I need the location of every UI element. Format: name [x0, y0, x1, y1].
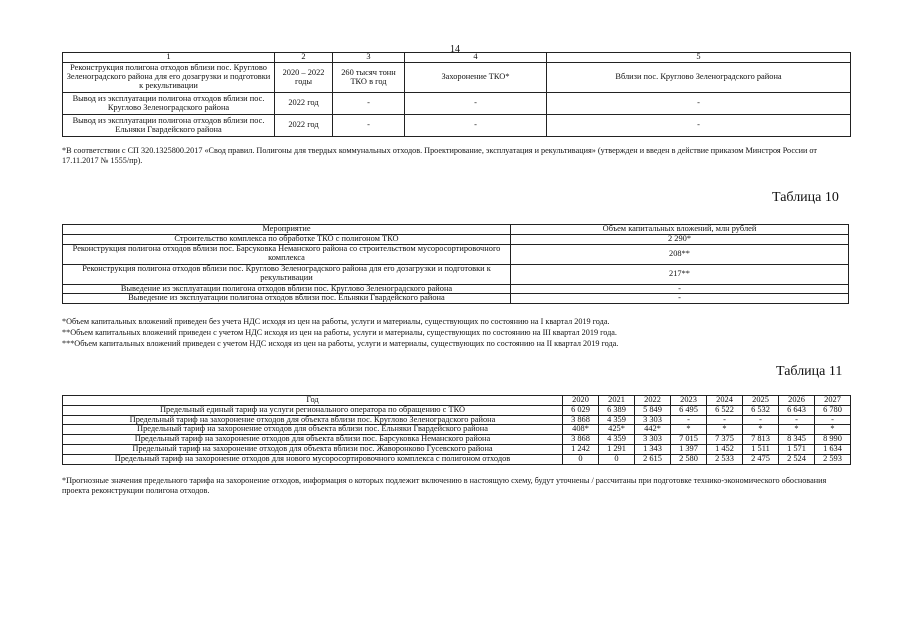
table-cell: *	[707, 425, 743, 435]
table-header-cell: 2023	[671, 396, 707, 406]
table-header-cell: 3	[333, 53, 405, 63]
table-cell: Вывод из эксплуатации полигона отходов вблизи пос. Круглово Зеленоградского района	[63, 93, 275, 115]
table-cell: *	[815, 425, 851, 435]
table-cell: -	[707, 415, 743, 425]
table-cell: -	[405, 115, 547, 137]
table-cell: Реконструкция полигона отходов вблизи пос. Барсуковка Неманского района со строительством мусоросортировочного комплекса	[63, 244, 511, 264]
table-cell: 1 511	[743, 445, 779, 455]
table-header-cell: 2027	[815, 396, 851, 406]
table-cell: 1 571	[779, 445, 815, 455]
table-header-cell: 2020	[563, 396, 599, 406]
table-header-cell: 4	[405, 53, 547, 63]
table-cell: 0	[599, 454, 635, 464]
table-cell: 408*	[563, 425, 599, 435]
table-cell: 6 029	[563, 405, 599, 415]
table-header-cell: 1	[63, 53, 275, 63]
table-cell: -	[333, 93, 405, 115]
table-cell: 2 475	[743, 454, 779, 464]
table-cell: 217**	[511, 264, 849, 284]
table-1	[62, 52, 851, 137]
table-cell: Вблизи пос. Круглово Зеленоградского района	[547, 63, 851, 93]
table-cell: Выведение из эксплуатации полигона отходов вблизи пос. Ельняки Гвардейского района	[63, 294, 511, 304]
table-10-caption: Таблица 10	[772, 190, 839, 205]
table-cell: 1 634	[815, 445, 851, 455]
table-header-cell: 2	[275, 53, 333, 63]
table-cell: 2 533	[707, 454, 743, 464]
table-row	[63, 415, 851, 425]
table-cell: 208**	[511, 244, 849, 264]
table-cell: Реконструкция полигона отходов вблизи пос. Круглово Зеленоградского района для его дозагрузки и подготовки к рекультивации	[63, 264, 511, 284]
table-cell: Предельный тариф на захоронение отходов для объекта вблизи пос. Жаворонково Гусевского района	[63, 445, 563, 455]
table-cell: 3 303	[635, 435, 671, 445]
table-header-cell: Объем капитальных вложений, млн рублей	[511, 225, 849, 235]
table-cell: Предельный тариф на захоронение отходов для объекта вблизи пос. Барсуковка Неманского района	[63, 435, 563, 445]
table-header-row	[63, 53, 851, 63]
table-cell: -	[511, 284, 849, 294]
table-11	[62, 395, 851, 465]
table-cell: 4 359	[599, 435, 635, 445]
table-cell: Реконструкция полигона отходов вблизи пос. Круглово Зеленоградского района для его дозагрузки и подготовки к рекультивации	[63, 63, 275, 93]
table-cell: *	[779, 425, 815, 435]
table-cell: 1 242	[563, 445, 599, 455]
table-11-caption: Таблица 11	[776, 364, 843, 379]
table-cell: Предельный тариф на захоронение отходов для объекта вблизи пос. Круглово Зеленоградского района	[63, 415, 563, 425]
table-header-cell: 2024	[707, 396, 743, 406]
table-cell: Вывод из эксплуатации полигона отходов вблизи пос. Ельняки Гвардейского района	[63, 115, 275, 137]
table-header-cell: 2021	[599, 396, 635, 406]
table-cell: Предельный тариф на захоронение отходов для нового мусоросортировочного комплекса с полигоном отходов	[63, 454, 563, 464]
table-cell: 2022 год	[275, 93, 333, 115]
table-cell: 6 389	[599, 405, 635, 415]
table-row	[63, 445, 851, 455]
table-10	[62, 224, 849, 304]
table-cell: 1 343	[635, 445, 671, 455]
table-cell: -	[547, 115, 851, 137]
table-cell: *	[743, 425, 779, 435]
page-number: 14	[450, 44, 460, 55]
table-row	[63, 115, 851, 137]
table-cell: 2 615	[635, 454, 671, 464]
table-cell: Предельный тариф на захоронение отходов для объекта вблизи пос. Ельняки Гвардейского района	[63, 425, 563, 435]
footnote: *Объем капитальных вложений приведен без учета НДС исходя из цен на работы, услуги и материалы, существующих по состоянию на I квартал 2019 года.	[62, 317, 610, 326]
table-cell: -	[815, 415, 851, 425]
table-cell: 4 359	[599, 415, 635, 425]
table-cell: 6 522	[707, 405, 743, 415]
table-cell: 6 780	[815, 405, 851, 415]
table-cell: -	[743, 415, 779, 425]
table-cell: 2022 год	[275, 115, 333, 137]
table-header-cell: 5	[547, 53, 851, 63]
table-header-row	[63, 225, 849, 235]
table-cell: 7 813	[743, 435, 779, 445]
table-cell: 3 303	[635, 415, 671, 425]
table-row	[63, 234, 849, 244]
table-cell: 1 291	[599, 445, 635, 455]
table-cell: 2 593	[815, 454, 851, 464]
table-cell: *	[671, 425, 707, 435]
table-row	[63, 264, 849, 284]
table-cell: 8 345	[779, 435, 815, 445]
table-cell: 6 495	[671, 405, 707, 415]
table-header-row	[63, 396, 851, 406]
table-cell: Предельный единый тариф на услуги регионального оператора по обращению с ТКО	[63, 405, 563, 415]
table-row	[63, 454, 851, 464]
footnote: **Объем капитальных вложений приведен с учетом НДС исходя из цен на работы, услуги и материалы, существующих по состоянию на III квартал 2019 года.	[62, 328, 617, 338]
footnote: ***Объем капитальных вложений приведен с учетом НДС исходя из цен на работы, услуги и материалы, существующих по состоянию на II квартал 2019 года.	[62, 339, 619, 349]
table-cell: 3 868	[563, 435, 599, 445]
table-cell: -	[547, 93, 851, 115]
table-row	[63, 63, 851, 93]
table-cell: 6 532	[743, 405, 779, 415]
table-cell: 3 868	[563, 415, 599, 425]
table-cell: 7 015	[671, 435, 707, 445]
table-row	[63, 244, 849, 264]
table-cell: -	[671, 415, 707, 425]
table-header-cell: 2026	[779, 396, 815, 406]
table-cell: 0	[563, 454, 599, 464]
table-cell: 260 тысяч тонн ТКО в год	[333, 63, 405, 93]
table-cell: 5 849	[635, 405, 671, 415]
table-cell: -	[511, 294, 849, 304]
table-header-cell: 2025	[743, 396, 779, 406]
table-cell: 2 524	[779, 454, 815, 464]
table-cell: 1 397	[671, 445, 707, 455]
table-cell: 8 990	[815, 435, 851, 445]
table-header-cell: Год	[63, 396, 563, 406]
table-header-cell: Мероприятие	[63, 225, 511, 235]
table-cell: 442*	[635, 425, 671, 435]
table-cell: -	[779, 415, 815, 425]
table-cell: -	[333, 115, 405, 137]
table-cell: Строительство комплекса по обработке ТКО с полигоном ТКО	[63, 234, 511, 244]
table-cell: Выведение из эксплуатации полигона отходов вблизи пос. Круглово Зеленоградского района	[63, 284, 511, 294]
table-1-footnote: *В соответствии с СП 320.1325800.2017 «Свод правил. Полигоны для твердых коммунальных отходов. Проектирование, эксплуатация и рекультивация» (утвержден и введен в действие приказом Минстроя России от 17.11.2017 № 1555/пр).	[62, 146, 817, 166]
table-cell: 425*	[599, 425, 635, 435]
table-11-footnote: *Прогнозные значения предельного тарифа на захоронение отходов, информация о которых подлежит включению в настоящую схему, будут уточнены / рассчитаны при подготовке технико-экономического обоснования проекта реконструкции полигона отходов.	[62, 476, 827, 496]
table-cell: 2020 – 2022 годы	[275, 63, 333, 93]
table-row	[63, 435, 851, 445]
table-header-cell: 2022	[635, 396, 671, 406]
table-cell: 7 375	[707, 435, 743, 445]
table-cell: 6 643	[779, 405, 815, 415]
table-row	[63, 93, 851, 115]
table-cell: 2 290*	[511, 234, 849, 244]
table-row	[63, 294, 849, 304]
table-cell: -	[405, 93, 547, 115]
table-row	[63, 405, 851, 415]
table-row	[63, 425, 851, 435]
table-10-footnotes	[62, 316, 852, 349]
table-cell: 2 580	[671, 454, 707, 464]
table-cell: 1 452	[707, 445, 743, 455]
table-cell: Захоронение ТКО*	[405, 63, 547, 93]
